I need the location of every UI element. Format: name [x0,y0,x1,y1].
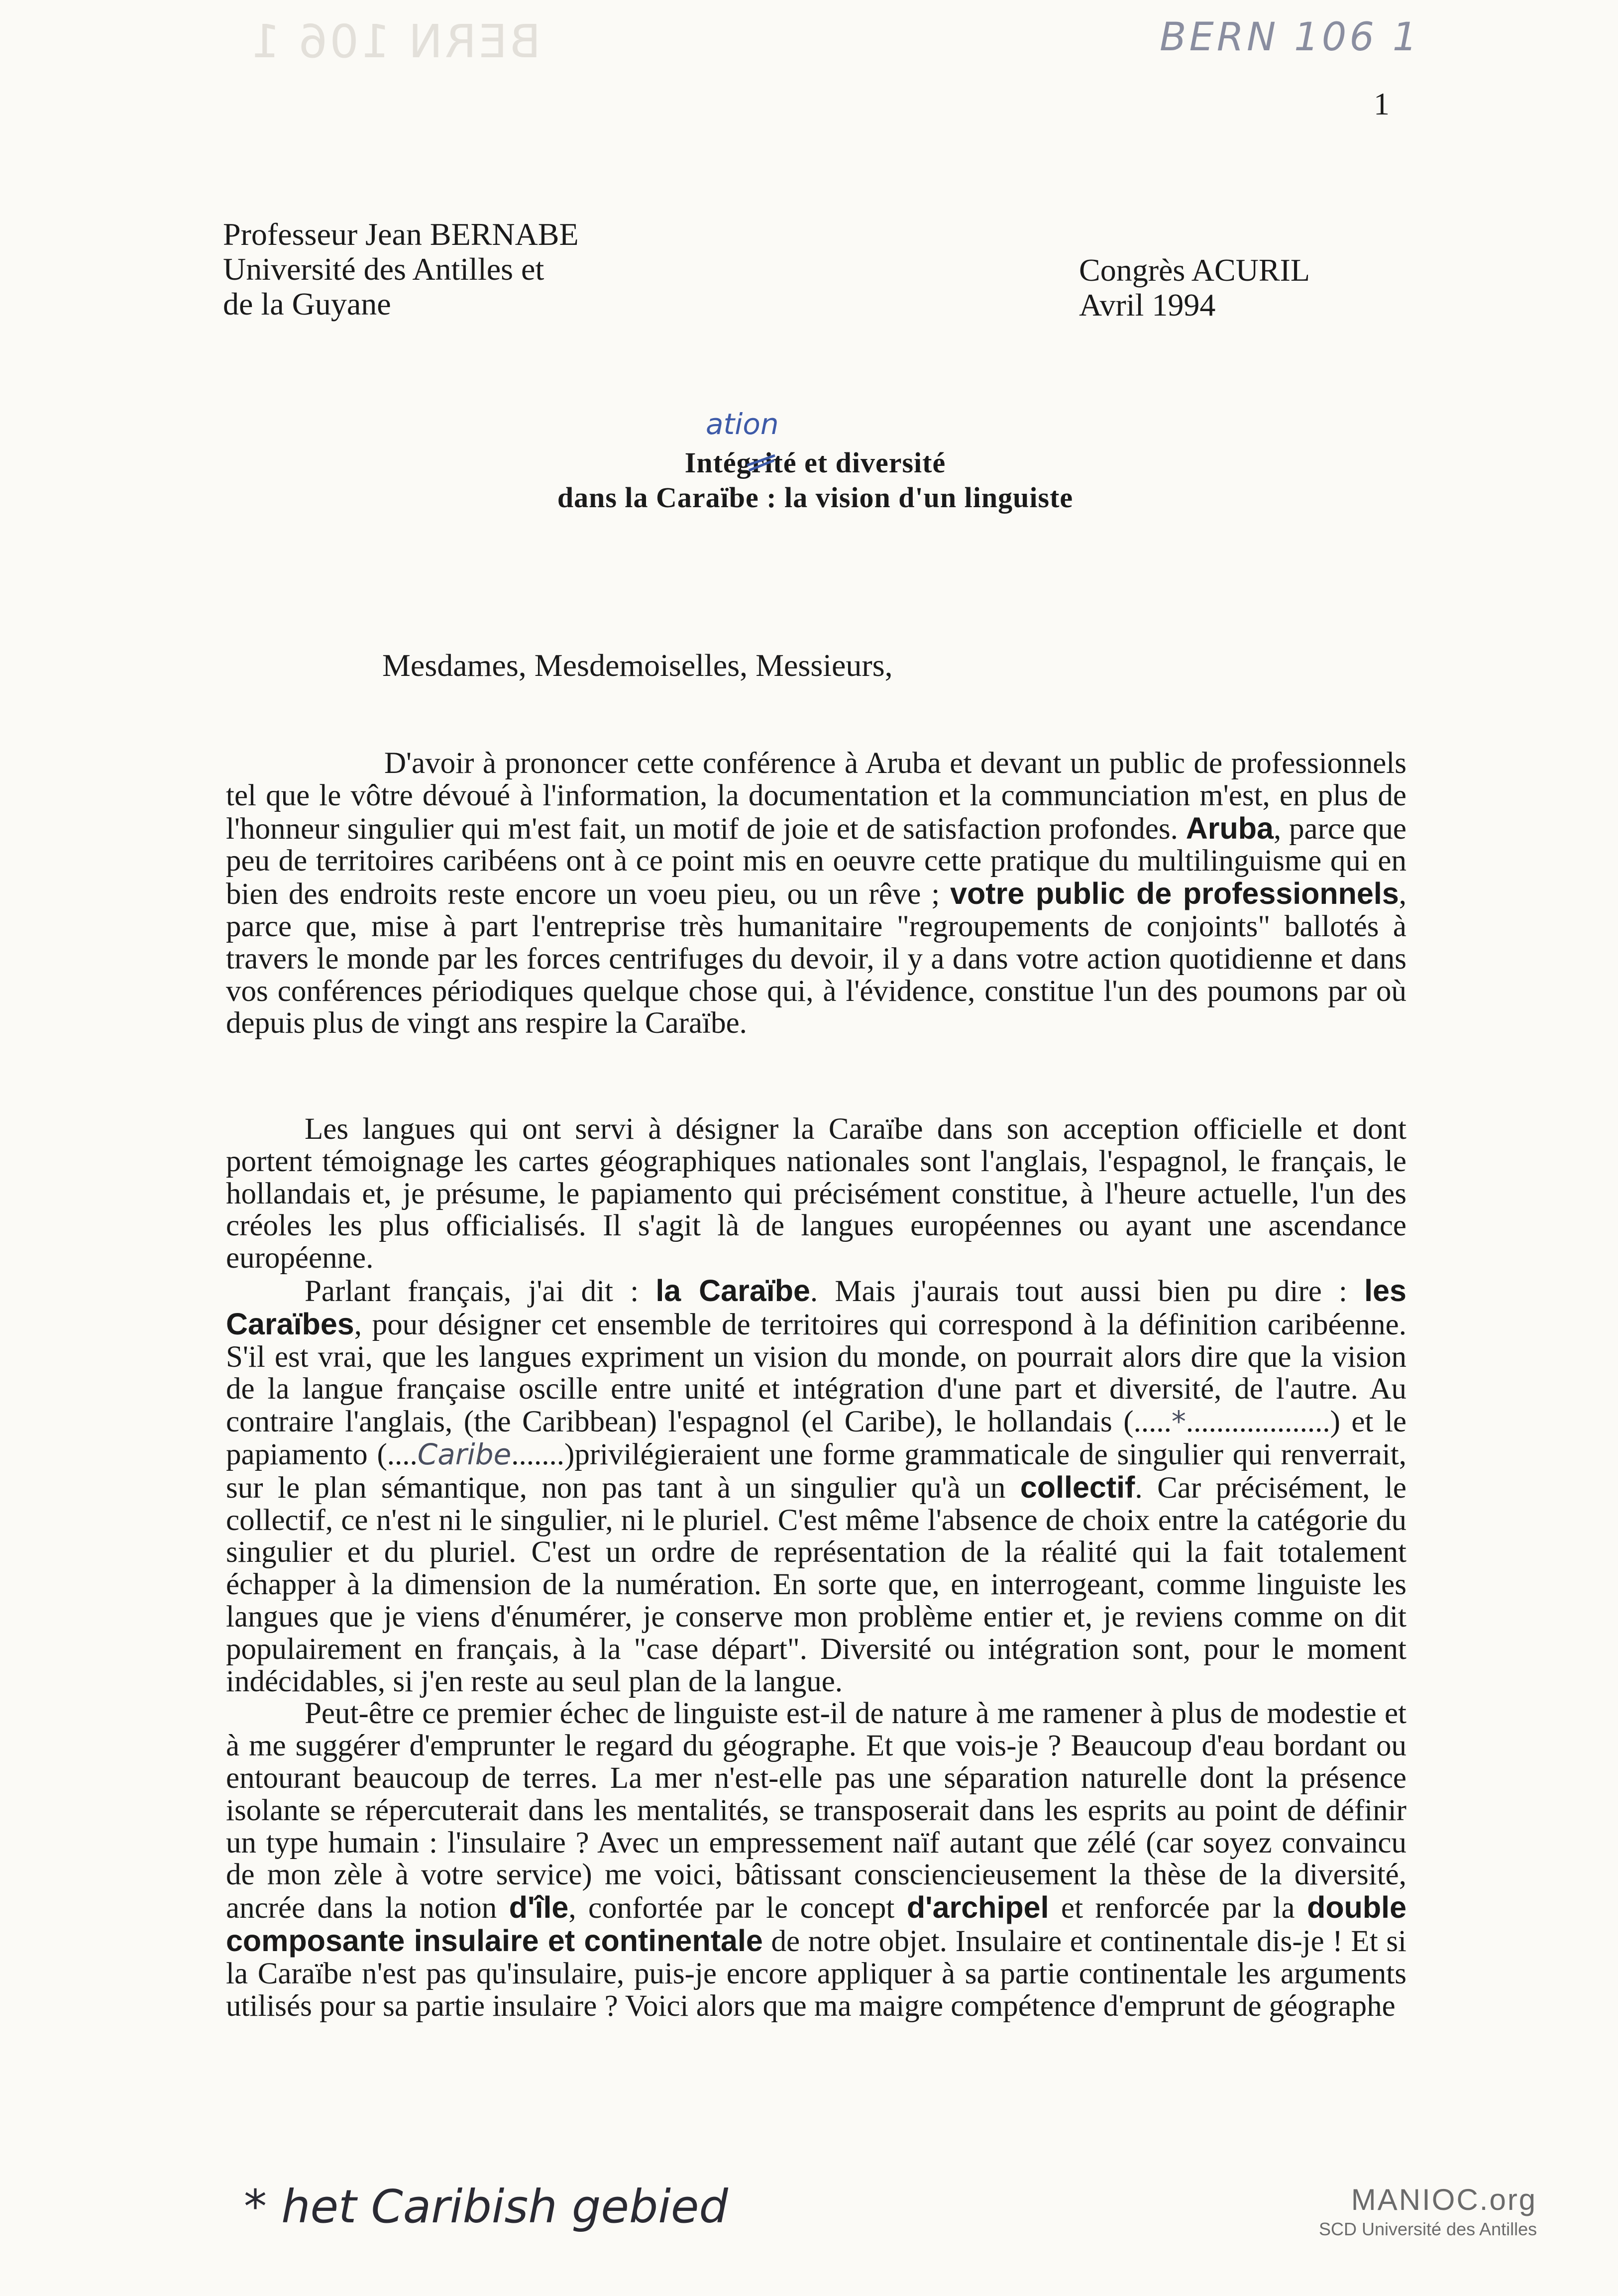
body-continuation [226,1113,1406,2022]
manioc-subtitle: SCD Université des Antilles [1319,2219,1537,2239]
emphasis: votre public de professionnels [950,876,1399,911]
handwritten-reference: BERN 106 1 [1160,15,1420,60]
text-run: et renforcée par la [1049,1891,1307,1925]
emphasis: double composante insulaire et continentale [226,1890,1406,1958]
emphasis: collectif [1020,1470,1135,1504]
emphasis: d'île [509,1890,569,1925]
sender-line: de la Guyane [223,286,391,322]
text-run: , parce que peu de territoires caribéens ont à ce point mis en oeuvre cette pratique du multilinguisme qui en bien des endroits reste encore un voeu pieu, ou un rêve ; [226,812,1406,911]
event-block [1079,253,1427,323]
salutation: Mesdames, Mesdemoiselles, Messieurs, [382,648,893,683]
strike-through-mark [744,445,778,480]
title-line-2: dans la Caraïbe : la vision d'un linguiste [557,481,1074,514]
sender-line: Université des Antilles et [223,251,544,287]
page-number: 1 [1374,86,1390,121]
handwritten-insert: Caribe [417,1437,512,1471]
title-part: et diversité [796,446,946,479]
sender-line: Professeur Jean BERNABE [223,217,579,252]
text-run: . Car précisément, le collectif, ce n'est ni le singulier, ni le pluriel. C'est même l'absence de choix entre la catégorie du singulier et du pluriel. C'est un ordre de représentation de la réalité qui la fait totalement échapper à la dimension de la numération. En sorte que, en interrogeant, comme linguiste les langues que je viens d'énumérer, je conserve mon problème entier et, je reviens comme on dit populairement en français, à la "case départ". Diversité ou intégration sont, pour le moment indécidables, si j'en reste au seul plan de la langue. [226,1471,1406,1698]
text-run: . Mais j'aurais tout aussi bien pu dire : [810,1274,1365,1308]
paragraph-4 [226,1698,1406,2022]
text-run: .......)privilégieraient une forme grammaticale de singulier qui renverrait, sur le plan sémantique, non pas tant à un singulier qu'à un [226,1437,1406,1505]
paragraph-1 [226,748,1406,1040]
paragraph-2: Les langues qui ont servi à désigner la Caraïbe dans son acception officielle et dont portent témoignage les cartes géographiques nationales sont l'anglais, l'espagnol, le français, le hollandais et, je présume, le papiamento qui précisément constitue, à l'heure actuelle, l'un des créoles les plus officialisés. Il s'agit là de langues européennes ou ayant une ascendance européenne. [226,1112,1406,1275]
handwritten-insert: * [1171,1405,1186,1439]
emphasis: Aruba [1186,811,1274,845]
text-run: , confortée par le concept [568,1891,907,1925]
text-run: , parce que, mise à part l'entreprise très humanitaire "regroupements de conjoints" ballotés à travers le monde par les forces centrifuges du devoir, il y a dans votre action quotidienne et dans vos conférences périodiques quelque chose qui, à l'évidence, constitue l'un des poumons par où depuis plus de vingt ans respire la Caraïbe. [226,877,1406,1040]
text-run: D'avoir à prononcer cette conférence à Aruba et devant un public de professionnels tel que le vôtre dévoué à l'information, la documentation et la communciation m'est, en plus de l'honneur singulier qui m'est fait, un motif de joie et de satisfaction profondes. [226,747,1406,846]
manioc-logo: MANIOC.org [1351,2183,1537,2216]
handwritten-footnote: * het Caribish gebied [244,2180,728,2233]
event-date: Avril 1994 [1079,287,1216,323]
emphasis: les Caraïbes [226,1273,1406,1341]
emphasis: la Caraïbe [655,1273,810,1308]
handwritten-correction: ation [706,407,779,441]
document-title [223,445,1407,515]
text-run: de notre objet. Insulaire et continentale dis-je ! Et si la Caraïbe n'est pas qu'insulaire, puis-je encore appliquer à sa partie continentale les arguments utilisés pour sa partie insulaire ? Voici alors que ma maigre compétence d'emprunt de géographe [226,1924,1407,2023]
title-struck-part: té [773,446,797,479]
text-run: Peut-être ce premier échec de linguiste est-il de nature à me ramener à plus de modestie et à me suggérer d'emprunter le regard du géographe. Et que vois-je ? Beaucoup d'eau bordant ou entourant beaucoup de terres. La mer n'est-elle pas une séparation naturelle dont la présence isolante se répercuterait dans les mentalités, se transposerait dans les esprits au point de définir un type humain : l'insulaire ? Avec un empressement naïf autant que zélé (car soyez convaincu de mon zèle à votre service) me voici, bâtissant consciencieusement la thèse de la diversité, ancrée dans la notion [226,1697,1406,1925]
title-part: Intégri [684,446,773,479]
emphasis: d'archipel [906,1890,1049,1925]
text-run: Parlant français, j'ai dit : [305,1274,656,1308]
event-name: Congrès ACURIL [1079,252,1310,288]
manioc-watermark [1319,2183,1537,2240]
archive-stamp: BERN 106 1 [249,15,541,68]
text-run: , pour désigner cet ensemble de territoires qui correspond à la définition caribéenne. S'il est vrai, que les langues expriment un vision du monde, on pourrait alors dire que la vision de la langue française oscille entre unité et intégration d'une part et diversité, de l'autre. Au contraire l'anglais, (the Caribbean) l'espagnol (el Caribe), le hollandais (..... [226,1308,1406,1439]
text-run: ...................) et le papiamento (.... [226,1405,1406,1471]
sender-block [223,217,970,322]
paragraph-3 [226,1275,1406,1698]
